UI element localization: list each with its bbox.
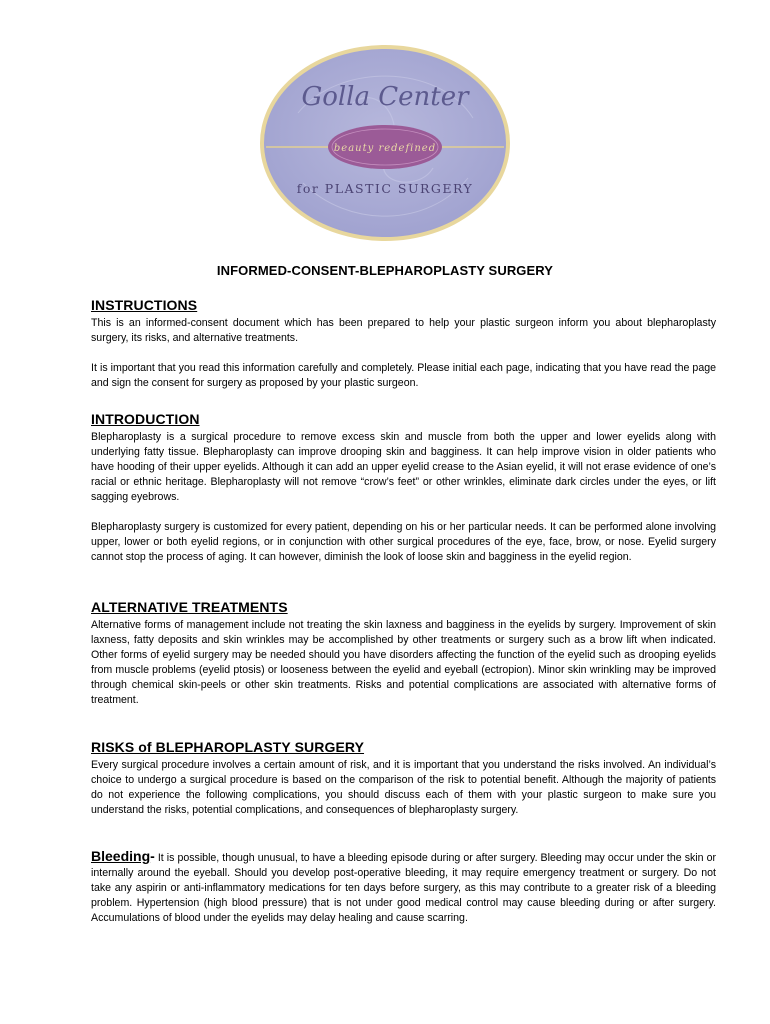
section-introduction [91, 411, 716, 565]
bleeding-lead: Bleeding [91, 848, 151, 864]
introduction-paragraph-2: Blepharoplasty surgery is customized for every patient, depending on his or her particular needs. It can be performed alone involving upper, lower or both eyelid regions, or in conjunction with other surgical procedures of the eye, face, brow, or nose. Eyelid surgery cannot stop the process of aging. It can however, diminish the look of loose skin and bagginess in the eyelid region. [91, 521, 716, 563]
logo-subtitle: for PLASTIC SURGERY [296, 181, 474, 196]
golla-center-logo [258, 43, 512, 243]
logo-tagline: beauty redefined [333, 143, 437, 154]
alternatives-paragraph-1: Alternative forms of management include not treating the skin laxness and bagginess in the eyelids by surgery. Improvement of skin laxness, fatty deposits and skin wrinkles may be accomplished by other treatments or surgery such as a brow lift when indicated. Other forms of eyelid surgery may be needed should you have disorders affecting the function of the eyelid such as drooping eyelids from muscle problems (eyelid ptosis) or looseness between the eyelid and eyeball (ectropion). Minor skin wrinkling may be improved through chemical skin-peels or other skin treatments. Risks and potential complications are associated with alternative forms of treatment. [91, 619, 716, 706]
introduction-paragraph-1: Blepharoplasty is a surgical procedure to remove excess skin and muscle from both the upper and lower eyelids along with underlying fatty tissue. Blepharoplasty can improve drooping skin and bagginess. It can help improve vision in older patients who have hooding of their upper eyelids. Although it can add an upper eyelid crease to the Asian eyelid, it will not erase evidence of one’s racial or ethnic heritage. Blepharoplasty will not remove “crow’s feet” or other wrinkles, eliminate dark circles under the eyes, or lift sagging eyebrows. [91, 431, 716, 503]
section-bleeding [91, 849, 716, 926]
logo-name: Golla Center [301, 82, 469, 112]
bleeding-paragraph [91, 849, 716, 926]
section-risks [91, 739, 716, 818]
instructions-paragraph-1: This is an informed-consent document which has been prepared to help your plastic surgeon inform you about blepharoplasty surgery, its risks, and alternative treatments. [91, 317, 716, 344]
risks-heading: RISKS of BLEPHAROPLASTY SURGERY [91, 739, 365, 755]
risks-paragraph-1: Every surgical procedure involves a certain amount of risk, and it is important that you understand the risks involved. An individual’s choice to undergo a surgical procedure is based on the comparison of the risk to potential benefit. Although the majority of patients do not experience the following complications, you should discuss each of them with your plastic surgeon to make sure you understand the risks, potential complications, and consequences of blepharoplasty surgery. [91, 759, 716, 816]
introduction-heading: INTRODUCTION [91, 411, 200, 427]
alternatives-heading: ALTERNATIVE TREATMENTS [91, 599, 288, 615]
bleeding-text: It is possible, though unusual, to have a bleeding episode during or after surgery. Bleeding may occur under the skin or internally around the eyeball. Should you develop post-operative bleeding, it may require emergency treatment or surgery. Do not take any aspirin or anti-inflammatory medications for ten days before surgery, as this may contribute to a greater risk of a bleeding problem. Hypertension (high blood pressure) that is not under good medical control may cause bleeding during or after surgery. Accumulations of blood under the eyelids may delay healing and cause scarring. [91, 852, 716, 924]
instructions-paragraph-2: It is important that you read this information carefully and completely. Please initial each page, indicating that you have read the page and sign the consent for surgery as proposed by your plastic surgeon. [91, 362, 716, 389]
instructions-heading: INSTRUCTIONS [91, 297, 198, 313]
document-title: INFORMED-CONSENT-BLEPHAROPLASTY SURGERY [216, 263, 554, 278]
logo-emblem [258, 43, 512, 243]
section-instructions [91, 297, 716, 391]
bleeding-dash: - [150, 848, 155, 864]
section-alternative-treatments [91, 599, 716, 708]
